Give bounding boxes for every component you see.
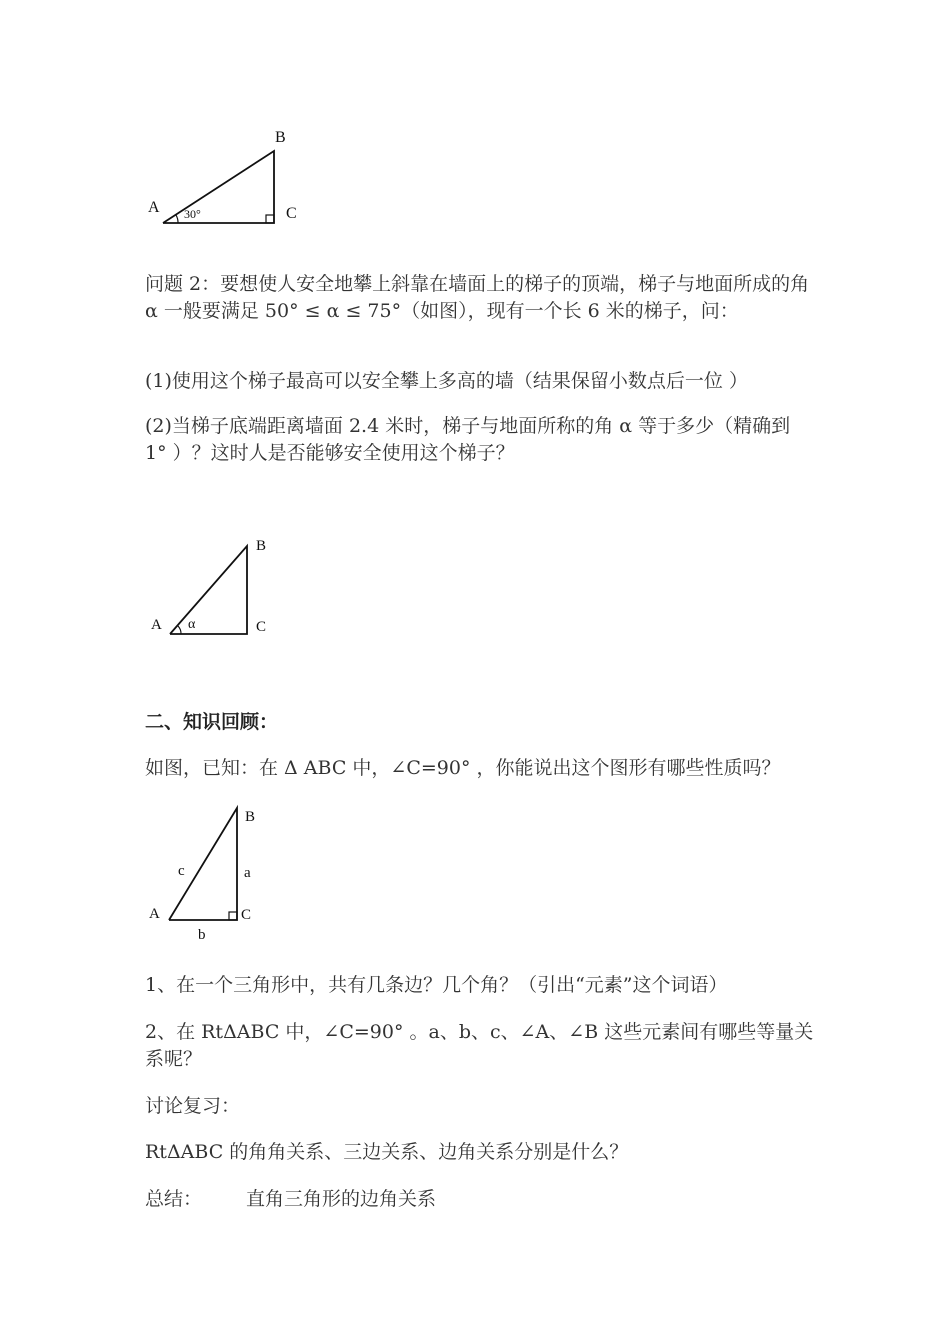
problem2-q1: (1)使用这个梯子最高可以安全攀上多高的墙（结果保留小数点后一位 ） bbox=[145, 370, 748, 392]
summary-text: 直角三角形的边角关系 bbox=[246, 1188, 437, 1210]
vertex-label-a: A bbox=[149, 906, 160, 922]
vertex-label-b: B bbox=[245, 809, 256, 825]
triangle-30-outline bbox=[163, 151, 274, 223]
triangle-figure-30 bbox=[140, 120, 320, 235]
summary-line bbox=[145, 1186, 815, 1213]
vertex-label-c: C bbox=[286, 205, 297, 222]
angle-label: 30° bbox=[184, 207, 201, 221]
summary-label: 总结： bbox=[145, 1188, 203, 1210]
discussion-text: RtΔABC 的角角关系、三边关系、边角关系分别是什么？ bbox=[145, 1141, 629, 1163]
triangle-figure-alpha bbox=[140, 530, 280, 645]
angle-label: α bbox=[188, 617, 196, 632]
right-angle-mark bbox=[266, 215, 274, 223]
section2-intro: 如图，已知：在 Δ ABC 中，∠C=90° ，你能说出这个图形有哪些性质吗？ bbox=[145, 757, 781, 779]
side-label-c: c bbox=[178, 863, 185, 879]
vertex-label-b: B bbox=[256, 538, 267, 554]
vertex-label-a: A bbox=[151, 617, 162, 633]
side-label-a: a bbox=[244, 865, 251, 881]
angle-arc bbox=[176, 215, 178, 223]
angle-arc bbox=[178, 626, 181, 634]
problem2-intro: 问题 2：要想使人安全地攀上斜靠在墙面上的梯子的顶端，梯子与地面所成的角 α 一般要满足 50° ≤ α ≤ 75°（如图），现有一个长 6 米的梯子，问： bbox=[145, 273, 810, 322]
vertex-label-c: C bbox=[241, 907, 252, 923]
triangle-alpha-outline bbox=[170, 546, 247, 634]
problem2-q2: (2)当梯子底端距离墙面 2.4 米时，梯子与地面所称的角 α 等于多少（精确到 1° ）？这时人是否能够安全使用这个梯子？ bbox=[145, 415, 791, 464]
triangle-figure-sides bbox=[140, 800, 270, 945]
question-2: 2、在 RtΔABC 中，∠C=90° 。a、b、c、∠A、∠B 这些元素间有哪些等量关系呢？ bbox=[145, 1021, 814, 1070]
discussion-label: 讨论复习： bbox=[145, 1095, 241, 1117]
section2-heading: 二、知识回顾： bbox=[145, 711, 279, 733]
vertex-label-c: C bbox=[256, 619, 267, 635]
right-angle-mark bbox=[229, 912, 237, 920]
question-1: 1、在一个三角形中，共有几条边？几个角？（引出“元素”这个词语） bbox=[145, 974, 728, 996]
vertex-label-b: B bbox=[275, 129, 286, 146]
side-label-b: b bbox=[198, 927, 206, 943]
vertex-label-a: A bbox=[148, 199, 160, 216]
